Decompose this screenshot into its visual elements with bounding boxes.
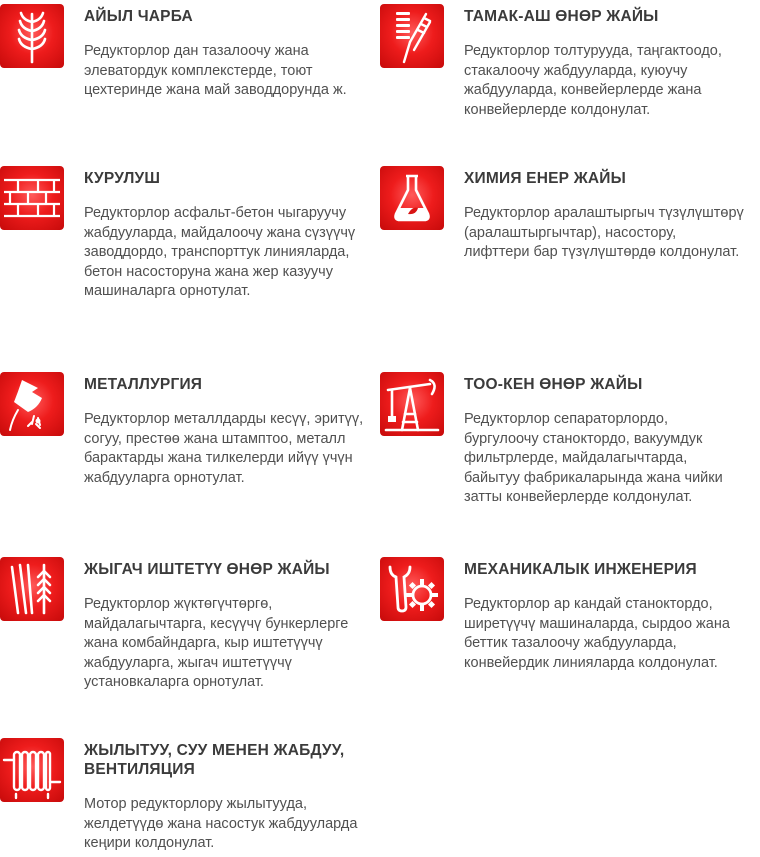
flask-icon xyxy=(380,166,444,230)
wheat-icon xyxy=(0,4,64,68)
wood-planks-icon xyxy=(0,557,64,621)
sector-description: Редукторлор аралаштыргыч түзүлүштөрү (аралаштыргычтар), насостору, лифттери бар түзүлүштөрдө колдонулат. xyxy=(464,205,744,260)
sector-description: Мотор редукторлору жылытууда, желдетүүдө жана насостук жабдууларда кеңири колдонулат. xyxy=(84,796,358,851)
sector-title: ЖЫЛЫТУУ, СУУ МЕНЕН ЖАБДУУ, ВЕНТИЛЯЦИЯ xyxy=(84,742,345,778)
sector-title: АЙЫЛ ЧАРБА xyxy=(84,8,193,25)
radiator-icon xyxy=(0,738,64,802)
wrench-gear-icon xyxy=(380,557,444,621)
sector-title: МЕХАНИКАЛЫК ИНЖЕНЕРИЯ xyxy=(464,561,697,578)
sector-description: Редукторлор асфальт-бетон чыгаруучу жабдууларда, майдалоочу жана сүзүүчү заводдордо, транспорттук линияларда, бетон насосторуна жана жер казуучу машиналарга орнотулат. xyxy=(84,205,356,299)
brick-wall-icon xyxy=(0,166,64,230)
sector-metallurgy xyxy=(0,372,370,512)
sector-agriculture xyxy=(0,4,370,114)
sector-description: Редукторлор жүктөгүчтөргө, майдалагычтарга, кесүүчү бункерлерге жана комбайндарга, кыр иштетүүчү жабдууларга, жыгач иштетүүчү установкаларга орнотулат. xyxy=(84,596,349,690)
sector-food-industry xyxy=(380,4,750,134)
oil-pump-icon xyxy=(380,372,444,436)
sector-title: ХИМИЯ ЕНЕР ЖАЙЫ xyxy=(464,170,627,187)
grain-food-icon xyxy=(380,4,444,68)
sector-woodworking-industry xyxy=(0,557,370,707)
sector-title: ЖЫГАЧ ИШТЕТҮҮ ӨНӨР ЖАЙЫ xyxy=(84,561,330,578)
sector-description: Редукторлор сепараторлордо, бургулоочу станоктордо, вакуумдук фильтрлерде, майдалагычтарда, байытуу фабрикаларында жана чийки затты конвейерлерде колдонулат. xyxy=(464,411,723,505)
sector-heating-water-ventilation xyxy=(0,738,370,856)
sector-mining-industry xyxy=(380,372,750,532)
sector-description: Редукторлор дан тазалоочу жана элеватордук комплекстерде, тоют цехтеринде жана май заводдорунда ж. xyxy=(84,43,347,98)
sector-description: Редукторлор металлдарды кесүү, эритүү, согуу, престөө жана штамптоо, металл барактарды жана тилкелерди ийүү үчүн жабдууларга орнотулат. xyxy=(84,411,364,486)
sector-chemical-industry xyxy=(380,166,750,286)
sector-title: МЕТАЛЛУРГИЯ xyxy=(84,376,203,393)
sector-mechanical-engineering xyxy=(380,557,750,707)
ladle-icon xyxy=(0,372,64,436)
sector-title: ТАМАК-АШ ӨНӨР ЖАЙЫ xyxy=(464,8,659,25)
sector-title: ТОО-КЕН ӨНӨР ЖАЙЫ xyxy=(464,376,643,393)
sector-construction xyxy=(0,166,370,336)
sector-title: КУРУЛУШ xyxy=(84,170,161,187)
sector-description: Редукторлор толтурууда, таңгактоодо, стакалоочу жабдууларда, куюучу жабдууларда, конвейерлерде жана конвейерлерде колдонулат. xyxy=(464,43,722,118)
sector-description: Редукторлор ар кандай станоктордо, ширетүүчү машиналарда, сырдоо жана беттик тазалоочу жабдууларда, конвейердик линияларда колдонулат. xyxy=(464,596,730,671)
